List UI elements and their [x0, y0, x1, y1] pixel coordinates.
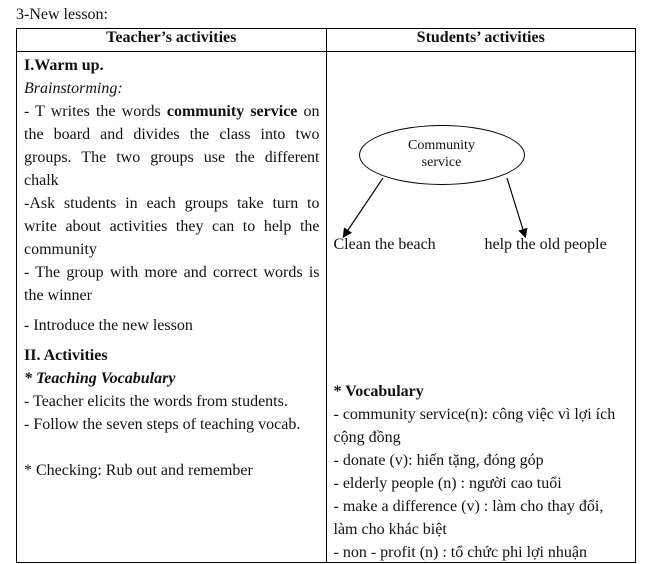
warmup-title: I.Warm up. [24, 57, 104, 74]
activity-write-words-post: on the board and divides the class into two groups. The two groups use the different chalk [24, 103, 320, 189]
list-item: - donate (v): hiến tặng, đóng góp [333, 452, 544, 469]
table-header-row [17, 29, 636, 52]
activity-introduce: - Introduce the new lesson [24, 317, 193, 334]
list-item: - non - profit (n) : tổ chức phi lợi nhuận [333, 544, 588, 561]
list-item: - make a difference (v) : làm cho thay đổi, làm cho khác biệt [333, 498, 604, 538]
arrow-right [507, 178, 525, 236]
list-item: - community service(n): công việc vì lợi ích cộng đồng [333, 406, 616, 446]
activity-seven-steps: - Follow the seven steps of teaching vocab. [24, 416, 301, 433]
brainstorming-label: Brainstorming: [24, 80, 123, 97]
activity-elicit: - Teacher elicits the words from students. [24, 393, 288, 410]
activity-write-words-pre: - T writes the words [24, 103, 167, 120]
mindmap-arrows [327, 52, 631, 312]
lesson-plan-table [16, 28, 636, 563]
community-service-term: community service [166, 103, 298, 120]
teacher-column-header: Teacher’s activities [17, 29, 327, 52]
table-row [17, 52, 636, 563]
teacher-activities-cell [17, 52, 327, 563]
activity-winner: - The group with more and correct words is the winner [24, 264, 320, 304]
students-activities-cell [326, 52, 636, 563]
ellipse-text-line2: service [421, 155, 462, 170]
list-item: - elderly people (n) : người cao tuổi [333, 475, 562, 492]
vocabulary-list [334, 380, 622, 564]
activity-write-words [24, 100, 320, 192]
branch-help-old-people: help the old people [484, 236, 607, 253]
activity-take-turns: -Ask students in each groups take turn to write about activities they can to help the community [24, 195, 320, 258]
section-heading: 3-New lesson: [16, 6, 108, 23]
vocabulary-title: * Vocabulary [333, 383, 424, 400]
activity-checking: * Checking: Rub out and remember [24, 462, 253, 479]
teaching-vocabulary-label: * Teaching Vocabulary [24, 370, 176, 387]
activities-title: II. Activities [24, 347, 108, 364]
arrow-left [344, 178, 383, 236]
branch-clean-beach: Clean the beach [333, 236, 436, 253]
students-column-header: Students’ activities [326, 29, 636, 52]
ellipse-text-line1: Community [408, 138, 475, 153]
